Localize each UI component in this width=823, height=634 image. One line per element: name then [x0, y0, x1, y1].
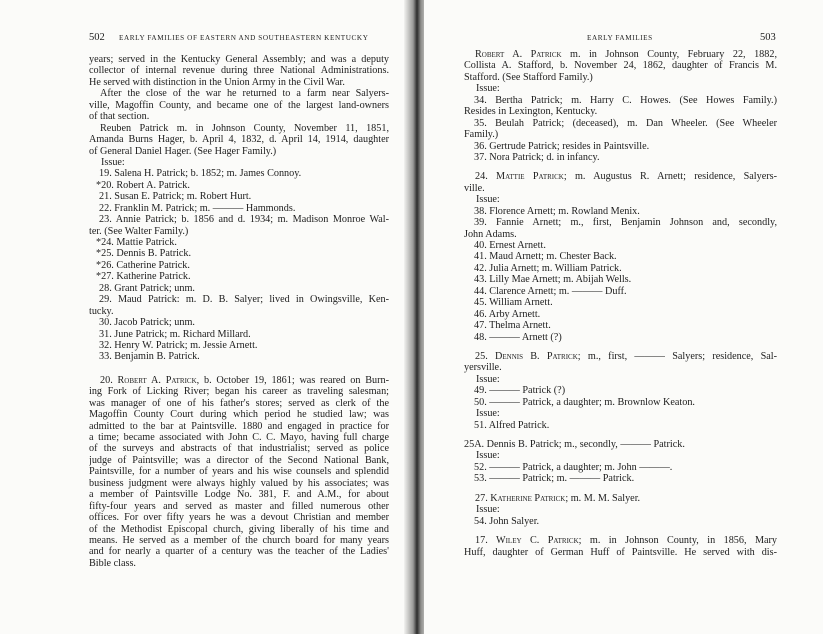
list-item: 32. Henry W. Patrick; m. Jessie Arnett.: [99, 339, 258, 351]
list-item: Family.): [464, 129, 499, 141]
list-item: 31. June Patrick; m. Richard Millard.: [99, 328, 251, 340]
right-page-number: 503: [760, 32, 776, 43]
right-page: [424, 0, 823, 634]
right-running-head: EARLY FAMILIES: [587, 34, 653, 42]
list-item: *20. Robert A. Patrick.: [96, 179, 190, 191]
paragraph-service: years; served in the Kentucky General Assembly; and was a deputy collector of internal revenue during three National Administrations. He served with distinction in the Union Army in the Civil War.: [89, 54, 389, 88]
paragraph-after-war: After the close of the war he returned to a farm near Salyers- ville, Magoffin County, and became one of the largest land-owners of that section.: [89, 88, 389, 123]
issue-heading: Issue:: [476, 83, 500, 95]
left-page-body: [89, 54, 389, 569]
dennis-second-marriage-entry: 25A. Dennis B. Patrick; m., secondly, ——— Patrick. Issue: 52. ——— Patrick, a daughter; m. John ———. 53. ——— Patrick; m. ——— Patrick.: [464, 439, 777, 485]
list-item: John Adams.: [464, 228, 517, 240]
list-item: 38. Florence Arnett; m. Rowland Menix.: [474, 205, 640, 217]
list-item: 30. Jacob Patrick; unm.: [99, 317, 195, 329]
entry-name: 17. Wiley C. Patrick: [475, 535, 579, 547]
list-item: *27. Katherine Patrick.: [96, 271, 191, 283]
right-page-body: [464, 49, 777, 558]
issue-heading: Issue:: [476, 504, 500, 516]
list-item: 37. Nora Patrick; d. in infancy.: [474, 151, 600, 163]
list-item: 51. Alfred Patrick.: [474, 419, 550, 431]
list-item: *25. Dennis B. Patrick.: [96, 248, 192, 260]
issue-heading: Issue:: [476, 194, 500, 206]
list-item: 39. Fannie Arnett; m., first, Benjamin Johnson and, secondly,: [474, 217, 777, 229]
entry-name: 24. Mattie Patrick: [475, 171, 564, 183]
issue-heading: Issue:: [476, 408, 500, 420]
list-item: *24. Mattie Patrick.: [96, 237, 177, 248]
list-item: 50. ——— Patrick, a daughter; m. Brownlow Keaton.: [474, 396, 695, 408]
list-item: 54. John Salyer.: [474, 515, 540, 527]
katherine-patrick-entry: 27. Katherine Patrick; m. M. M. Salyer. Issue: 54. John Salyer.: [464, 493, 777, 527]
issue-heading: Issue:: [476, 450, 500, 462]
children-list: [89, 168, 389, 362]
list-item: Resides in Lexington, Kentucky.: [464, 106, 598, 118]
entry-name: 25. Dennis B. Patrick: [475, 350, 578, 362]
list-item: 22. Franklin M. Patrick; m. ——— Hammonds.: [99, 202, 296, 214]
list-item: 41. Maud Arnett; m. Chester Back.: [474, 251, 617, 263]
list-item: 45. William Arnett.: [474, 297, 553, 309]
entry-name: Robert A. Patrick: [475, 49, 562, 60]
list-item: 23. Annie Patrick; b. 1856 and d. 1934; m. Madison Monroe Wal-: [99, 214, 389, 226]
list-item: 49. ——— Patrick (?): [474, 385, 566, 397]
mattie-patrick-entry: 24. Mattie Patrick; m. Augustus R. Arnett; residence, Salyers- ville. Issue: 38. Florence Arnett; m. Rowland Menix. 39. Fannie Arnett; m., first, Benjamin Johnson and, secondly, John Adams. 40. Ernest Arnett. 41. Maud Arnett; m. Chester Back. 42. Julia Arnett; m. William Patrick. 43. Lilly Mae Arnett; m. Abijah Wells. 44. Clarence Arnett; m. ——— Duff. 45. William Arnett. 46. Arby Arnett. 47. Thelma Arnett. 48. ——— Arnett (?): [464, 171, 777, 343]
list-item: 43. Lilly Mae Arnett; m. Abijah Wells.: [474, 274, 632, 286]
list-item: 48. ——— Arnett (?): [474, 331, 562, 343]
entry-name: 27. Katherine Patrick: [475, 492, 566, 504]
issue-heading: Issue:: [101, 156, 125, 168]
list-item: 19. Salena H. Patrick; b. 1852; m. James Connoy.: [99, 168, 302, 180]
issue-heading: Issue:: [476, 373, 500, 385]
list-item: 34. Bertha Patrick; m. Harry C. Howes. (See Howes Family.): [474, 94, 777, 106]
paragraph-marriage: Reuben Patrick m. in Johnson County, November 11, 1851, Amanda Burns Hager, b. April 4, 1832, d. April 14, 1914, daughter of General Daniel Hager. (See Hager Family.): [89, 122, 389, 157]
list-item: 53. ——— Patrick; m. ——— Patrick.: [474, 473, 635, 485]
list-item: 42. Julia Arnett; m. William Patrick.: [474, 262, 622, 274]
robert-children-list: [464, 95, 777, 164]
list-item: 35. Beulah Patrick; (deceased), m. Dan Wheeler. (See Wheeler: [474, 117, 777, 129]
list-item: 36. Gertrude Patrick; resides in Paintsville.: [474, 140, 650, 152]
robert-patrick-biography: 20. Robert A. Patrick, b. October 19, 1861; was reared on Burn- ing Fork of Licking River; began his career as traveling salesman; was manager of one of his father's stores; served as clerk of the Magoffin County Court during which period he studied law; was admitted to the bar at Paintsville. 1880 and engaged in practice for a time; became associated with John C. C. Mayo, having full charge of the surveys and abstracts of that industrialist; served as police judge of Paintsville; was a director of the Second National Bank, Paintsville, for a number of years and his wise counsels and splendid business judgment were always highly valued by his associates; was a member of Paintsville Lodge No. 381, F. and A.M., for about fifty-four years and served as master and filled numerous other offices. For over fifty years he was a devout Christian and member of the Methodist Episcopal church, giving liberally of his time and means. He served as a member of the church board for many years and for nearly a quarter of a century was the teacher of the Ladies' Bible class.: [89, 374, 389, 569]
entry-name: 20. Robert A. Patrick: [100, 374, 197, 386]
list-item: 33. Benjamin B. Patrick.: [99, 351, 200, 363]
list-item: 52. ——— Patrick, a daughter; m. John ———.: [474, 461, 673, 473]
robert-patrick-marriage: Robert A. Patrick m. in Johnson County, February 22, 1882, Collista A. Stafford, b. November 24, 1862, daughter of Francis M. Stafford. (See Stafford Family.): [464, 49, 777, 83]
list-item: tucky.: [89, 305, 114, 317]
list-item: ter. (See Walter Family.): [89, 225, 189, 237]
list-item: *26. Catherine Patrick.: [96, 259, 190, 271]
list-item: 46. Arby Arnett.: [474, 308, 541, 320]
list-item: 47. Thelma Arnett.: [474, 320, 551, 332]
left-running-head: EARLY FAMILIES OF EASTERN AND SOUTHEASTERN KENTUCKY: [119, 34, 369, 42]
list-item: 44. Clarence Arnett; m. ——— Duff.: [474, 285, 627, 297]
wiley-patrick-entry: 17. Wiley C. Patrick; m. in Johnson County, in 1856, Mary Huff, daughter of German Huff of Paintsville. He served with dis-: [464, 535, 777, 558]
left-page-number: 502: [89, 32, 105, 43]
dennis-patrick-entry: 25. Dennis B. Patrick; m., first, ——— Salyers; residence, Sal- yersville. Issue: 49. ——— Patrick (?) 50. ——— Patrick, a daughter; m. Brownlow Keaton. Issue: 51. Alfred Patrick.: [464, 350, 777, 431]
list-item: 40. Ernest Arnett.: [474, 240, 546, 251]
list-item: 28. Grant Patrick; unm.: [99, 282, 195, 294]
list-item: 21. Susan E. Patrick; m. Robert Hurt.: [99, 191, 252, 203]
list-item: 29. Maud Patrick: m. D. B. Salyer; lived in Owingsville, Ken-: [99, 294, 389, 306]
